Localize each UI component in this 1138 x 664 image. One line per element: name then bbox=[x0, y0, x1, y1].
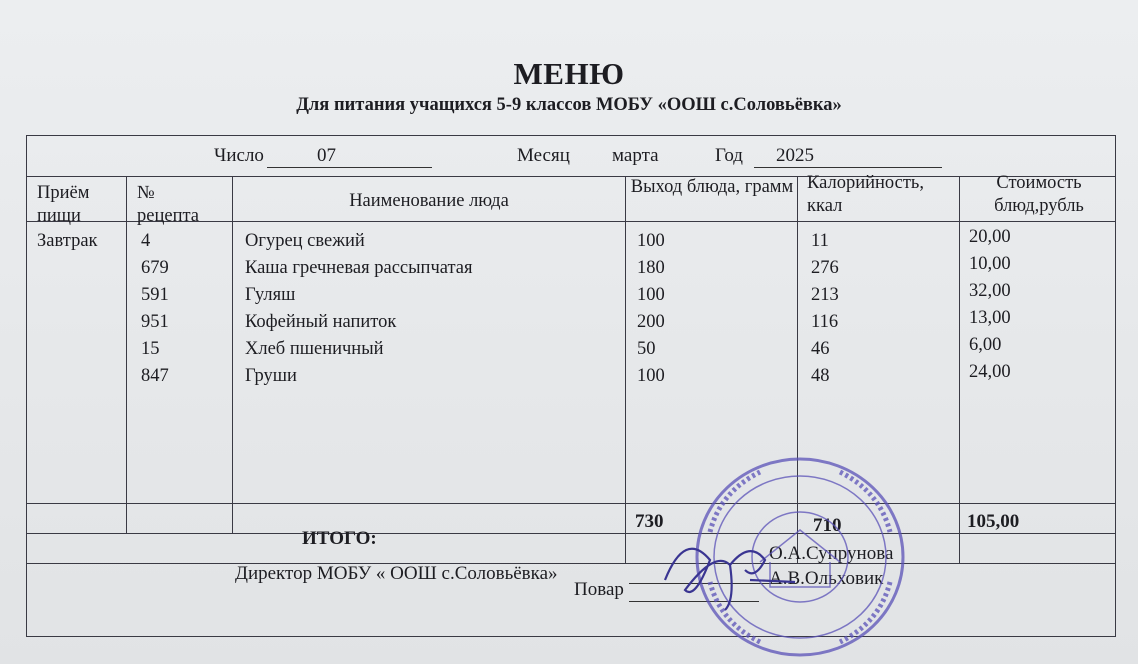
director-name: О.А.Супрунова bbox=[769, 543, 894, 564]
yield-column: 100 180 100 200 50 100 bbox=[637, 231, 665, 386]
total-label: ИТОГО: bbox=[302, 528, 377, 549]
month-label: Месяц bbox=[517, 145, 570, 166]
header-recipe: № рецепта bbox=[137, 183, 199, 226]
col-divider bbox=[126, 176, 127, 533]
day-value: 07 bbox=[317, 145, 336, 166]
recipe-column: 4 679 591 951 15 847 bbox=[141, 231, 169, 386]
header-meal: Приём пищи bbox=[37, 183, 90, 226]
cost-column: 20,00 10,00 32,00 13,00 6,00 24,00 bbox=[969, 227, 1011, 382]
signature-divider bbox=[27, 563, 1115, 564]
director-label: Директор МОБУ « ООШ с.Соловьёвка» bbox=[235, 563, 558, 584]
day-underline bbox=[267, 145, 432, 168]
menu-title: МЕНЮ bbox=[513, 56, 625, 91]
cook-label: Повар bbox=[574, 579, 624, 600]
total-cost: 105,00 bbox=[967, 511, 1020, 532]
header-name: Наименование люда bbox=[349, 191, 509, 211]
year-label: Год bbox=[715, 145, 743, 166]
signature-scribble bbox=[655, 520, 805, 620]
dish-name-column: Огурец свежий Каша гречневая рассыпчатая Гуляш Кофейный напиток Хлеб пшеничный Груши bbox=[245, 231, 473, 386]
total-divider bbox=[27, 503, 1115, 504]
total-yield: 730 bbox=[635, 511, 664, 532]
calories-column: 11 276 213 116 46 48 bbox=[811, 231, 839, 386]
header-yield: Выход блюда, грамм bbox=[630, 177, 794, 197]
year-value: 2025 bbox=[776, 145, 814, 166]
cook-name: А.В.Ольховик bbox=[769, 568, 884, 589]
header-cost: Стоимость блюд,рубль bbox=[994, 173, 1084, 216]
day-label: Число bbox=[214, 145, 264, 166]
total-bottom-divider bbox=[27, 533, 1115, 534]
menu-subtitle: Для питания учащихся 5-9 классов МОБУ «ООШ с.Соловьёвка» bbox=[296, 95, 842, 115]
col-divider bbox=[232, 176, 233, 533]
menu-table bbox=[26, 135, 1116, 637]
header-calories: Калорийность, ккал bbox=[807, 173, 924, 216]
date-row bbox=[27, 136, 1115, 177]
meal-cell: Завтрак bbox=[37, 231, 98, 251]
col-divider bbox=[959, 176, 960, 563]
total-calories: 710 bbox=[813, 515, 842, 536]
year-underline bbox=[754, 145, 942, 168]
month-value: марта bbox=[612, 145, 659, 166]
col-divider bbox=[625, 176, 626, 563]
